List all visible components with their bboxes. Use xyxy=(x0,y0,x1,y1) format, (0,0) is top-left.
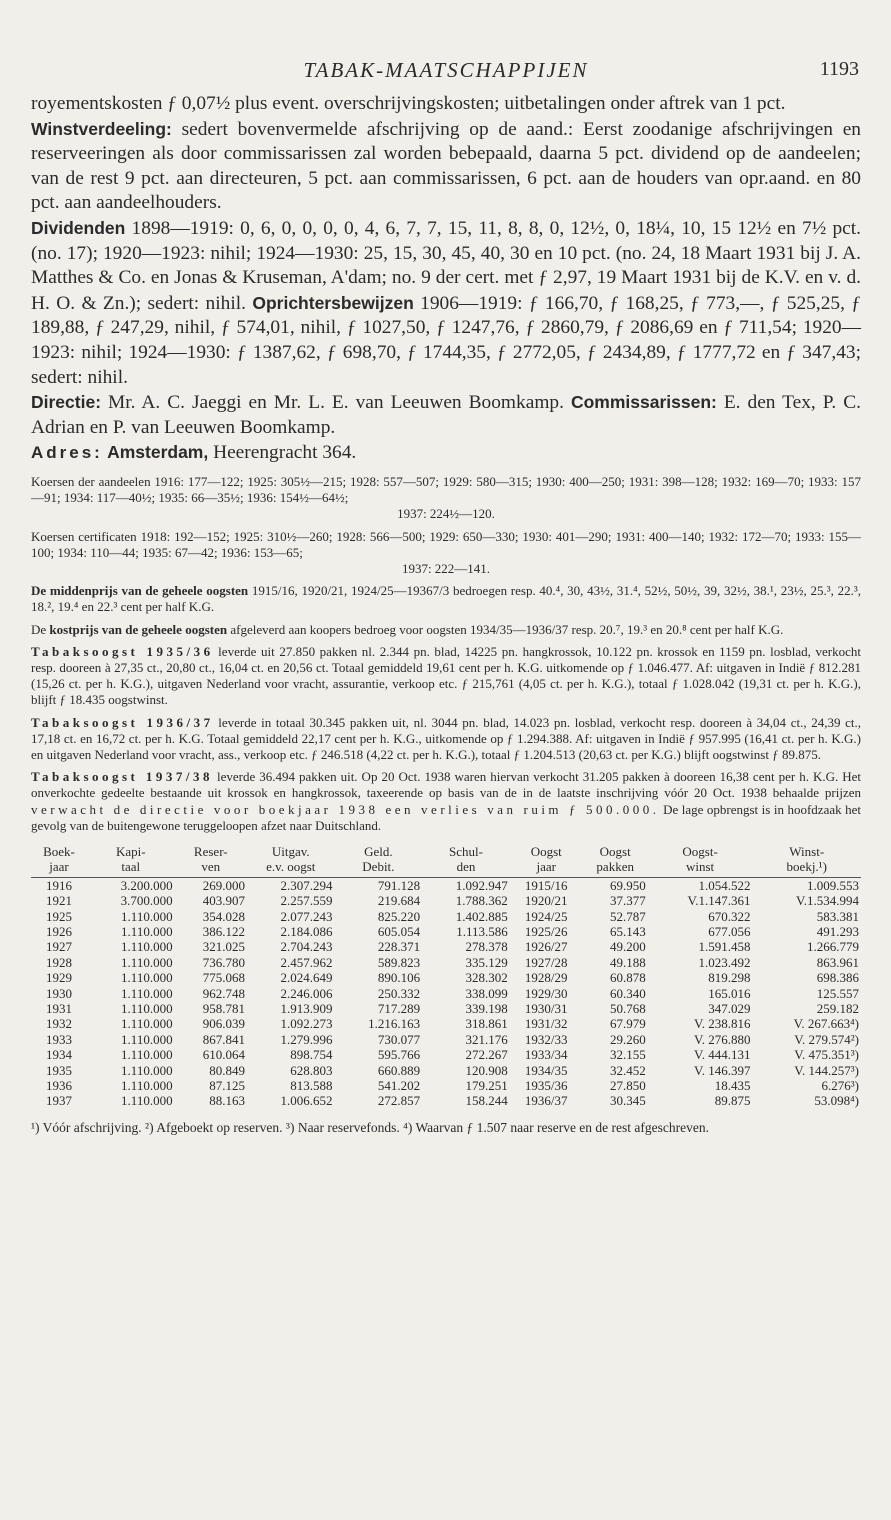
table-cell: 610.064 xyxy=(202,1047,245,1063)
table-cell: 1.216.163 xyxy=(368,1016,421,1032)
table-row xyxy=(31,1093,861,1108)
table-body xyxy=(31,877,861,1109)
table-cell: 958.781 xyxy=(202,1001,245,1017)
table-cell: 1.913.909 xyxy=(280,1001,333,1017)
table-row xyxy=(31,1001,861,1016)
table-cell: 660.889 xyxy=(377,1062,421,1078)
table-cell: 49.200 xyxy=(609,939,646,955)
column-header-line: ven xyxy=(201,859,221,875)
table-cell: 819.298 xyxy=(708,970,751,986)
table-cell: 1.009.553 xyxy=(807,877,859,893)
winstverdeeling-label: Winstverdeeling: xyxy=(31,118,172,139)
table-cell: 1.110.000 xyxy=(121,970,173,986)
table-cell: 2.184.086 xyxy=(280,924,333,939)
table-cell: V.1.147.361 xyxy=(687,893,751,909)
table-cell: 65.143 xyxy=(609,924,646,939)
paragraph-winstverdeeling xyxy=(31,117,861,216)
table-row xyxy=(31,1032,861,1047)
oogst-1936-paragraph xyxy=(31,715,861,764)
table-cell: 1.788.362 xyxy=(455,893,508,909)
table-cell: 1935 xyxy=(45,1062,72,1078)
page-number: 1193 xyxy=(819,58,859,80)
table-cell: 491.293 xyxy=(816,924,859,939)
column-header-line: jaar xyxy=(49,859,69,875)
oogst-1935-paragraph xyxy=(31,644,861,709)
oogst-1937-spaced: verwacht de directie voor boekjaar 1938 een verlies van ruim ƒ 500.000. xyxy=(31,801,660,817)
column-header-line: Oogst- xyxy=(682,843,718,859)
column-header-line: taal xyxy=(121,859,141,875)
table-cell: 736.780 xyxy=(202,954,245,970)
column-header-line: e.v. oogst xyxy=(266,859,316,875)
table-cell: 53.098⁴) xyxy=(814,1093,859,1109)
table-cell: 1.023.492 xyxy=(698,954,751,970)
table-cell: 335.129 xyxy=(465,954,508,970)
koersen-aandeelen xyxy=(31,474,861,506)
column-header xyxy=(31,844,87,877)
table-cell: 1927 xyxy=(45,939,72,955)
table-cell: 2.257.559 xyxy=(280,893,333,909)
table-row xyxy=(31,1063,861,1078)
middenprijs-paragraph xyxy=(31,583,861,615)
table-cell: 775.068 xyxy=(202,970,245,986)
oogst-1935-text: leverde uit 27.850 pakken nl. 2.344 pn. blad, 14225 pn. hangkrossok, 10.122 pn. krossok en 1159 pn. losblad, verkocht resp. dooreen à 27,35 ct., 20,80 ct., 16,04 ct. en 20,56 ct. Totaal gemiddeld 19,61 cent per h. K.G. uitkomende op ƒ 1.046.477. Af: uitgaven in Indië ƒ 812.281 (15,26 ct. per h. K.G.), uitgaven Nederland voor vracht, assurantie, verkoop etc. ƒ 215,761 (4,05 ct. per h. K.G.), totaal ƒ 1.028.042 (19,31 ct. per h. K.G.), blijft ƒ 18.435 oogstwinst. xyxy=(31,643,862,708)
page-header xyxy=(31,58,861,92)
commissarissen-text: E. den Tex, P. C. Adrian en P. van Leeuwen Boomkamp. xyxy=(31,392,861,438)
column-header-line: Schul- xyxy=(448,843,483,859)
table-cell: 717.289 xyxy=(377,1001,421,1017)
oogst-1936-text: leverde in totaal 30.345 pakken uit, nl. 3044 pn. blad, 14.023 pn. losblad, verkocht resp. dooreen à 34,04 ct., 24,39 ct., 17,18 ct. en 16,72 ct. per h. K.G. Totaal gemiddeld 22,17 cent per h. K.G., uitkomende op ƒ 1.294.388. Af: uitgaven in Indië ƒ 957.995 (16,41 ct. per h. K.G.) en uitgaven Nederland voor vracht, ass., verkoop etc. ƒ 246.518 (4,22 ct. per h. K.G.), totaal ƒ 1.204.513 (20,63 ct. per K.G.) blijft oogstwinst ƒ 89.875. xyxy=(31,714,861,762)
oogst-1935-label: Tabaksoogst 1935/36 xyxy=(31,643,214,659)
koersen-certificaten-last: 1937: 222—141. xyxy=(401,560,491,576)
table-cell: 1931 xyxy=(45,1001,72,1017)
table-cell: 321.176 xyxy=(465,1031,508,1047)
table-cell: 67.979 xyxy=(609,1016,646,1032)
table-cell: 1933/34 xyxy=(524,1047,568,1063)
table-cell: 1.402.885 xyxy=(455,908,508,924)
table-cell: 1926/27 xyxy=(524,939,568,955)
kostprijs-text: afgeleverd aan koopers bedroeg voor oogsten 1934/35—1936/37 resp. 20.⁷, 19.³ en 20.⁸ cent per half K.G. xyxy=(227,621,784,637)
table-cell: 1921 xyxy=(45,893,72,909)
table-cell: 962.748 xyxy=(202,985,245,1001)
adres-label: Adres: xyxy=(31,443,103,463)
table-cell: 278.378 xyxy=(465,939,508,955)
table-cell: 29.260 xyxy=(609,1031,646,1047)
table-cell: 69.950 xyxy=(609,877,646,893)
table-cell: 1.110.000 xyxy=(121,1047,173,1063)
koersen-certificaten xyxy=(31,529,861,561)
column-header-line: Geld. xyxy=(364,843,393,859)
table-cell: 1.110.000 xyxy=(121,908,173,924)
table-cell: V. 144.257³) xyxy=(794,1062,859,1078)
small-print xyxy=(31,474,861,834)
table-cell: 386.122 xyxy=(202,924,245,939)
table-cell: 1934/35 xyxy=(524,1062,568,1078)
table-cell: V. 276.880 xyxy=(694,1031,751,1047)
table-cell: 1935/36 xyxy=(524,1078,568,1094)
adres-text: Heerengracht 364. xyxy=(208,442,357,464)
oogst-1937-text: leverde 36.494 pakken uit. Op 20 Oct. 1938 waren hiervan verkocht 31.205 pakken à dooreen 16,38 cent per h. K.G. Het onverkochte gedeelte bestaande uit krossok en hangkrossok, taxeerende op basis van de in de laatste inschrijving vóór 20 Oct. 1938 behaalde prijzen xyxy=(31,769,862,801)
table-cell: 1933 xyxy=(45,1031,72,1047)
table-cell: 2.246.006 xyxy=(280,985,333,1001)
table-cell: 541.202 xyxy=(377,1078,421,1094)
table-cell: 269.000 xyxy=(202,877,245,893)
table-cell: 80.849 xyxy=(209,1062,245,1078)
oogst-1937-last: De lage opbrengst is in hoofdzaak het gevolg van de buitengewone teruggeloopen afzet naar Duitschland. xyxy=(31,801,861,833)
table-cell: 1932 xyxy=(45,1016,72,1032)
winstverdeeling-text: sedert bovenvermelde afschrijving op de aand.: Eerst zoodanige afschrijvingen en reserveeringen als door commissarissen zal worden bebepaald, daarna 5 pct. dividend op de aandeelen; van de rest 9 pct. aan directeuren, 5 pct. aan commissarissen, 6 pct. aan de houders van opr.aand. en 80 pct. aan aandeelhouders. xyxy=(31,118,861,214)
column-header xyxy=(510,844,583,877)
table-cell: 1929 xyxy=(45,970,72,986)
column-header xyxy=(583,844,648,877)
table-cell: 1.006.652 xyxy=(280,1093,333,1109)
table-cell: 6.276³) xyxy=(821,1078,859,1094)
table-cell: 1932/33 xyxy=(524,1031,568,1047)
column-header-line: Kapi- xyxy=(115,843,146,859)
table-cell: 813.588 xyxy=(290,1078,333,1094)
table-cell: 898.754 xyxy=(290,1047,333,1063)
table-cell: 272.267 xyxy=(465,1047,508,1063)
table-cell: 52.787 xyxy=(609,908,646,924)
table-cell: 1926 xyxy=(45,924,72,939)
running-title: TABAK-MAATSCHAPPIJEN xyxy=(303,58,589,82)
table-row xyxy=(31,1078,861,1093)
table-cell: 1931/32 xyxy=(524,1016,568,1032)
paragraph-directie xyxy=(31,390,861,440)
table-cell: 328.302 xyxy=(465,970,508,986)
column-header xyxy=(87,844,175,877)
table-row xyxy=(31,970,861,985)
table-cell: 1.110.000 xyxy=(121,1062,173,1078)
table-cell: 87.125 xyxy=(209,1078,245,1094)
table-cell: 403.907 xyxy=(202,893,245,909)
table-cell: 730.077 xyxy=(377,1031,421,1047)
table-cell: 89.875 xyxy=(714,1093,751,1109)
column-header-line: Debit. xyxy=(362,859,395,875)
table-cell: 219.684 xyxy=(377,893,421,909)
table-cell: 60.340 xyxy=(609,985,646,1001)
table-cell: 259.182 xyxy=(816,1001,859,1017)
table-row xyxy=(31,909,861,924)
table-cell: 1.110.000 xyxy=(121,1001,173,1017)
table-cell: 628.803 xyxy=(290,1062,333,1078)
table-header-row xyxy=(31,844,861,877)
table-cell: 120.908 xyxy=(465,1062,508,1078)
table-row xyxy=(31,924,861,939)
table-cell: 670.322 xyxy=(708,908,751,924)
column-header xyxy=(247,844,335,877)
table-cell: 318.861 xyxy=(465,1016,508,1032)
table-cell: 3.700.000 xyxy=(120,893,173,909)
table-cell: V. 475.351³) xyxy=(794,1047,859,1063)
column-header-line: winst xyxy=(686,859,715,875)
table-cell: 698.386 xyxy=(816,970,859,986)
table-cell: 1.092.947 xyxy=(455,877,508,893)
table-cell: 890.106 xyxy=(377,970,421,986)
oprichtersbewijzen-label: Oprichtersbewijzen xyxy=(252,292,414,313)
table-cell: 1928 xyxy=(45,954,72,970)
table-cell: 228.371 xyxy=(377,939,421,955)
adres-city: Amsterdam, xyxy=(102,442,209,463)
column-header xyxy=(648,844,753,877)
paragraph-adres xyxy=(31,440,861,466)
column-header-line: pakken xyxy=(596,859,634,875)
kostprijs-label: kostprijs van de geheele oogsten xyxy=(49,621,228,637)
table-cell: 1.110.000 xyxy=(121,1078,173,1094)
table-row xyxy=(31,955,861,970)
table-cell: 825.220 xyxy=(377,908,421,924)
table-cell: 1936/37 xyxy=(524,1093,568,1109)
table-cell: 125.557 xyxy=(816,985,859,1001)
paragraph-royement: royementskosten ƒ 0,07½ plus event. overschrijvingskosten; uitbetalingen onder aftrek van 1 pct. xyxy=(31,93,786,114)
table-cell: 583.381 xyxy=(816,908,859,924)
column-header-line: Oogst xyxy=(599,843,631,859)
table-cell: 2.704.243 xyxy=(280,939,333,955)
table-cell: 867.841 xyxy=(202,1031,245,1047)
table-cell: 2.457.962 xyxy=(280,954,333,970)
table-cell: 339.198 xyxy=(465,1001,508,1017)
column-header xyxy=(335,844,423,877)
table-cell: 2.024.649 xyxy=(280,970,333,986)
kostprijs-paragraph xyxy=(31,622,861,638)
main-text xyxy=(31,92,861,466)
table-cell: 2.307.294 xyxy=(280,877,333,893)
table-cell: 37.377 xyxy=(609,893,646,909)
table-cell: 32.155 xyxy=(609,1047,646,1063)
table-cell: 1915/16 xyxy=(524,877,568,893)
table-cell: 1936 xyxy=(45,1078,72,1094)
table-cell: V. 146.397 xyxy=(694,1062,751,1078)
oogst-1937-label: Tabaksoogst 1937/38 xyxy=(31,769,214,785)
table-cell: 605.054 xyxy=(377,924,421,939)
table-cell: 2.077.243 xyxy=(280,908,333,924)
table-cell: 1925/26 xyxy=(524,924,568,939)
table-cell: 791.128 xyxy=(377,877,421,893)
table-cell: 1.591.458 xyxy=(698,939,751,955)
column-header-line: jaar xyxy=(536,859,556,875)
table-cell: 589.823 xyxy=(377,954,421,970)
koersen-certificaten-text: Koersen certificaten 1918: 192—152; 1925: 310½—260; 1928: 566—500; 1929: 650—330; 1930: 401—290; 1931: 400—140; 1932: 172—70; 1933: 155—100; 1934: 110—44; 1935: 67—42; 1936: 153—65; xyxy=(31,528,861,560)
paragraph-dividenden xyxy=(31,216,861,390)
table-cell: 250.332 xyxy=(377,985,421,1001)
column-header-line: Reser- xyxy=(193,843,228,859)
table-cell: 347.029 xyxy=(708,1001,751,1017)
oogst-1936-label: Tabaksoogst 1936/37 xyxy=(31,714,214,730)
table-cell: 1.054.522 xyxy=(698,877,751,893)
directie-label: Directie: xyxy=(31,392,102,413)
table-cell: V.1.534.994 xyxy=(796,893,859,909)
table-row xyxy=(31,1047,861,1062)
table-cell: 1.266.779 xyxy=(807,939,859,955)
table-cell: 3.200.000 xyxy=(120,877,173,893)
table-cell: 50.768 xyxy=(609,1001,646,1017)
table-cell: 1.110.000 xyxy=(121,924,173,939)
column-header-line: Uitgav. xyxy=(271,843,310,859)
column-header-line: boekj.¹) xyxy=(786,859,827,875)
koersen-aandeelen-text: Koersen der aandeelen 1916: 177—122; 1925: 305½—215; 1928: 557—507; 1929: 580—315; 1930: 400—250; 1931: 398—128; 1932: 169—70; 1933: 157—91; 1934: 117—40½; 1935: 66—35½; 1936: 154½—64½; xyxy=(31,473,861,506)
table-cell: V. 267.663⁴) xyxy=(793,1016,859,1032)
oogst-1937-paragraph xyxy=(31,769,861,834)
table-cell: 1.092.273 xyxy=(280,1016,333,1032)
table-cell: V. 444.131 xyxy=(694,1047,751,1063)
table-cell: 1.110.000 xyxy=(121,1016,173,1032)
table-cell: 1925 xyxy=(45,908,72,924)
footnotes: ¹) Vóór afschrijving. ²) Afgeboekt op reserven. ³) Naar reservefonds. ⁴) Waarvan ƒ 1.507 naar reserve en de rest afgeschreven. xyxy=(31,1119,709,1135)
table-cell: 1.110.000 xyxy=(121,985,173,1001)
column-header-line: Boek- xyxy=(43,843,75,859)
table-cell: V. 238.816 xyxy=(694,1016,751,1032)
table-cell: 1937 xyxy=(45,1093,72,1109)
table-cell: 1930 xyxy=(45,985,72,1001)
table-cell: 27.850 xyxy=(609,1078,646,1094)
table-cell: 32.452 xyxy=(609,1062,646,1078)
middenprijs-label: De middenprijs van de geheele oogsten xyxy=(31,583,249,599)
table-cell: 272.857 xyxy=(377,1093,421,1109)
table-cell: 1.110.000 xyxy=(121,1093,173,1109)
table-cell: 1.110.000 xyxy=(121,954,173,970)
table-cell: 677.056 xyxy=(708,924,751,939)
column-header-line: den xyxy=(456,859,476,875)
table-cell: 158.244 xyxy=(465,1093,508,1109)
kostprijs-pre: De xyxy=(31,621,50,637)
table-row xyxy=(31,877,861,893)
table-cell: 1928/29 xyxy=(524,970,568,986)
table-cell: 1927/28 xyxy=(524,954,568,970)
table-row xyxy=(31,1016,861,1031)
column-header xyxy=(752,844,861,877)
column-header-line: Oogst xyxy=(530,843,562,859)
table-row xyxy=(31,986,861,1001)
directie-text: Mr. A. C. Jaeggi en Mr. L. E. van Leeuwen Boomkamp. xyxy=(101,392,571,414)
table-cell: 1934 xyxy=(45,1047,72,1063)
dividenden-label: Dividenden xyxy=(31,217,126,238)
dividenden-text: 1898—1919: 0, 6, 0, 0, 0, 0, 4, 6, 7, 7, 15, 11, 8, 8, 0, 12½, 0, 18¼, 10, 15 12½ en 7½ pct. (no. 17); 1920—1923: nihil; 1924—1930: 25, 15, 30, 45, 40, 30 en 10 pct. (no. 24, 18 Maart 1931 bij J. A. Matthes & Co. en Jonas & Kruseman, A'dam; no. 9 der cert. met ƒ 2,97, 19 Maart 1931 bij de K.V. en v. d. H. O. & Zn.); sedert: nihil. xyxy=(31,217,861,314)
table-cell: 30.345 xyxy=(609,1093,646,1109)
table-cell: 321.025 xyxy=(202,939,245,955)
table-cell: 18.435 xyxy=(714,1078,751,1094)
column-header-line: Winst- xyxy=(789,843,825,859)
table-cell: V. 279.574²) xyxy=(794,1031,859,1047)
table-cell: 1.110.000 xyxy=(121,1031,173,1047)
table-cell: 60.878 xyxy=(609,970,646,986)
koersen-aandeelen-last: 1937: 224½—120. xyxy=(397,506,495,522)
table-cell: 1.279.996 xyxy=(280,1031,333,1047)
table-cell: 1.113.586 xyxy=(456,924,508,939)
table-cell: 49.188 xyxy=(609,954,646,970)
table-row xyxy=(31,939,861,954)
column-header xyxy=(175,844,247,877)
commissarissen-label: Commissarissen: xyxy=(570,392,717,413)
financial-table xyxy=(31,844,861,1109)
table-cell: 1929/30 xyxy=(524,985,568,1001)
table-cell: 1920/21 xyxy=(524,893,568,909)
table-cell: 165.016 xyxy=(708,985,751,1001)
table-cell: 1916 xyxy=(45,877,72,893)
table-cell: 88.163 xyxy=(209,1093,245,1109)
middenprijs-text: 1915/16, 1920/21, 1924/25—19367/3 bedroegen resp. 40.⁴, 30, 43½, 31.⁴, 52½, 50½, 39, 32½, 38.¹, 23½, 25.³, 22.³, 18.², 19.⁴ en 22.³ cent per half K.G. xyxy=(31,583,861,615)
table-cell: 863.961 xyxy=(816,954,859,970)
table-cell: 1.110.000 xyxy=(121,939,173,955)
column-header xyxy=(422,844,510,877)
table-cell: 1930/31 xyxy=(524,1001,568,1017)
table-cell: 906.039 xyxy=(202,1016,245,1032)
table-row xyxy=(31,893,861,908)
oprichtersbewijzen-text: 1906—1919: ƒ 166,70, ƒ 168,25, ƒ 773,—, ƒ 525,25, ƒ 189,88, ƒ 247,29, nihil, ƒ 574,01, nihil, ƒ 1027,50, ƒ 1247,76, ƒ 2860,79, ƒ 2086,69 en ƒ 711,54; 1920—1923: nihil; 1924—1930: ƒ 1387,62, ƒ 698,70, ƒ 1744,35, ƒ 2772,05, ƒ 2434,89, ƒ 1777,72 en ƒ 347,43; sedert: nihil. xyxy=(31,292,861,388)
table-cell: 338.099 xyxy=(465,985,508,1001)
table-cell: 179.251 xyxy=(465,1078,508,1094)
table-cell: 354.028 xyxy=(202,908,245,924)
table-cell: 1924/25 xyxy=(524,908,568,924)
table-cell: 595.766 xyxy=(377,1047,421,1063)
